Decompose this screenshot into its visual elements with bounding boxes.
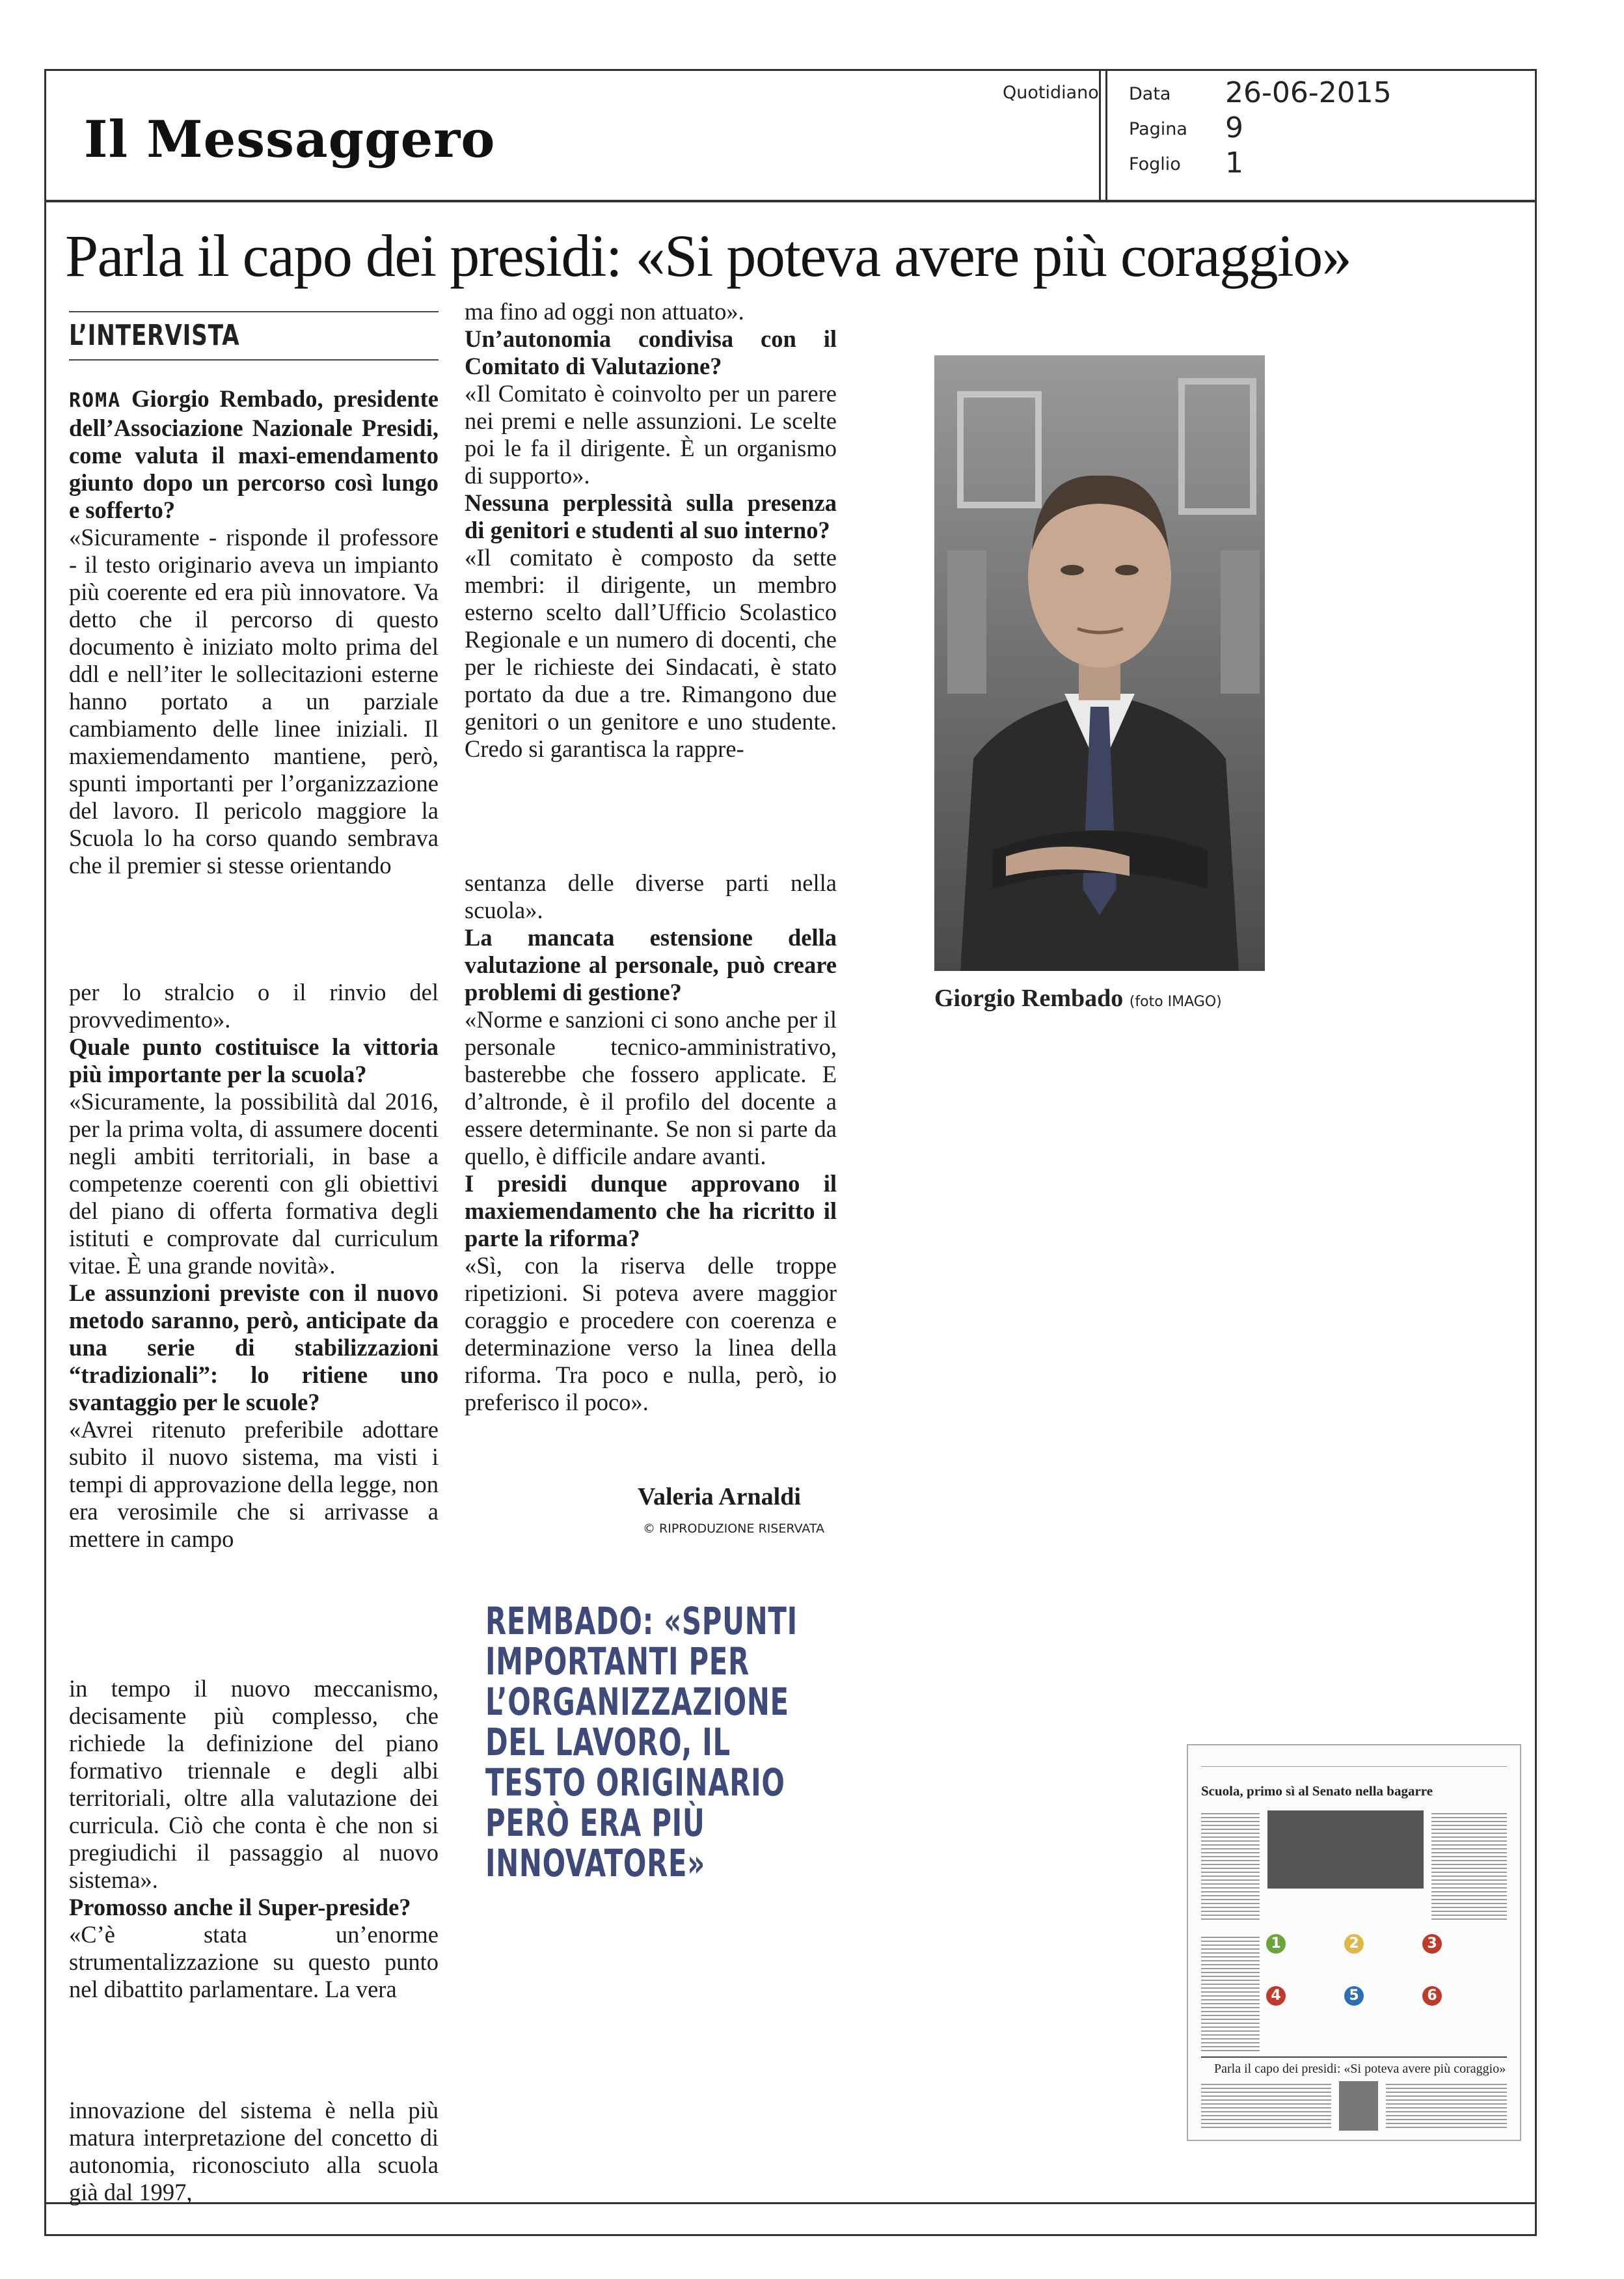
sheet-value: 1 (1225, 146, 1243, 180)
interview-answer: sentanza delle diverse parti nella scuola». (465, 869, 837, 923)
kicker-rule (69, 311, 439, 312)
interview-answer: «Sicuramente, la possibilità dal 2016, per la prima volta, di assumere docenti negli ambiti territoriali, in base a competenze coerenti con gli obiettivi del piano di offerta formativa degli istituti e comprovate dal curriculum vitae. È una grande novità». (69, 1088, 439, 1279)
newspaper-logo: Il Messaggero (84, 110, 496, 169)
dateline-city: ROMA (69, 389, 122, 412)
interview-answer: «Avrei ritenuto preferibile adottare subito il nuovo sistema, ma visti i tempi di approvazione della legge, non era verosimile che si arrivasse a mettere in campo (69, 1416, 439, 1552)
thumbnail-number-badge: 3 (1422, 1934, 1442, 1954)
interview-answer: «Sì, con la riserva delle troppe ripetizioni. Si poteva avere maggior coraggio e procedere con coerenza e determinazione verso la linea della riforma. Tra poco e nulla, però, io preferisco il poco». (465, 1252, 837, 1415)
interview-question: Quale punto costituisce la vittoria più importante per la scuola? (69, 1033, 439, 1087)
thumbnail-text-column (1386, 2081, 1507, 2131)
interview-question: Un’autonomia condivisa con il Comitato di Valutazione? (465, 325, 837, 379)
date-label: Data (1129, 84, 1171, 104)
column-1-block-c (69, 1675, 439, 2003)
interview-answer: ma fino ad oggi non attuato». (465, 298, 744, 325)
thumbnail-article-headline: Parla il capo dei presidi: «Si poteva avere più coraggio» (1214, 2062, 1506, 2076)
thumbnail-number-badge: 6 (1422, 1986, 1442, 2006)
date-value: 26-06-2015 (1225, 76, 1392, 109)
interview-question: Le assunzioni previste con il nuovo metodo saranno, però, anticipate da una serie di stabilizzazioni “tradizionali”: lo ritiene uno svantaggio per le scuole? (69, 1279, 439, 1415)
thumbnail-number-badge: 4 (1266, 1986, 1286, 2006)
interview-answer: «Sicuramente - risponde il professore - il testo originario aveva un impianto più coerente ed era più innovatore. Va detto che il percorso di questo documento è iniziato molto prima del ddl e nell’iter le sollecitazioni esterne hanno portato a un parziale cambiamento delle linee iniziali. Il maxiemendamento mantiene, però, spunti importanti per l’organizzazione del lavoro. Il pericolo maggiore la Scuola lo ha corso quando sembrava che il premier si stesse orientando (69, 524, 439, 879)
column-2-block-b (465, 869, 837, 1416)
photo-credit: (foto IMAGO) (1129, 994, 1222, 1010)
portrait-photo (934, 355, 1265, 971)
thumbnail-title: Scuola, primo sì al Senato nella bagarre (1201, 1783, 1433, 1799)
copyright-notice: © RIPRODUZIONE RISERVATA (643, 1522, 824, 1536)
sheet-label: Foglio (1129, 154, 1181, 174)
thumbnail-number-badge: 1 (1266, 1934, 1286, 1954)
column-1-block-a (69, 385, 439, 879)
publication-type: Quotidiano (1003, 83, 1099, 103)
author-signature: Valeria Arnaldi (638, 1483, 801, 1510)
interview-answer: «Norme e sanzioni ci sono anche per il personale tecnico-amministrativo, basterebbe che fossero applicate. E d’altronde, è il profilo del docente a essere determinante. Se non si parte da quello, è difficile andare avanti. (465, 1006, 837, 1169)
thumbnail-photo (1267, 1810, 1424, 1889)
thumbnail-photo (1339, 2081, 1378, 2131)
portrait-illustration (934, 355, 1265, 971)
photo-caption-name: Giorgio Rembado (934, 985, 1124, 1012)
column-1-block-d (69, 2097, 439, 2206)
interview-answer: in tempo il nuovo meccanismo, decisamente più complesso, che richiede la definizione del piano formativo triennale e degli albi territoriali, oltre alla valutazione dei curricula. Ciò che conta è che non si pregiudichi il passaggio al nuovo sistema». (69, 1675, 439, 1893)
thumbnail-number-badge: 5 (1344, 1986, 1364, 2006)
interview-question: Nessuna perplessità sulla presenza di genitori e studenti al suo interno? (465, 489, 837, 543)
interview-question: La mancata estensione della valutazione al personale, può creare problemi di gestione? (465, 924, 837, 1005)
photo-caption (934, 984, 1222, 1013)
interview-answer: «C’è stata un’enorme strumentalizzazione su questo punto nel dibattito parlamentare. La vera (69, 1921, 439, 2002)
section-kicker: L’INTERVISTA (69, 319, 240, 352)
thumbnail-number-badge: 2 (1344, 1934, 1364, 1954)
interview-answer: innovazione del sistema è nella più matura interpretazione del concetto di autonomia, riconosciuto alla scuola già dal 1997, (69, 2097, 439, 2205)
interview-question: Promosso anche il Super-preside? (69, 1894, 411, 1920)
interview-answer: per lo stralcio o il rinvio del provvedimento». (69, 979, 439, 1033)
thumbnail-rule (1201, 2056, 1507, 2058)
masthead-header (44, 69, 1537, 202)
thumbnail-text-column (1201, 2081, 1331, 2131)
header-divider (1105, 71, 1107, 200)
interview-answer: «Il comitato è composto da sette membri: il dirigente, un membro esterno scelto dall’Ufficio Scolastico Regionale e un numero di docenti, che per le richieste dei Sindacati, è stato portato da due a tre. Rimangono due genitori o un genitore e uno studente. Credo si garantisca la rappre- (465, 544, 837, 762)
thumbnail-text-column (1431, 1810, 1507, 1921)
thumbnail-text-column (1201, 1934, 1260, 2051)
page-thumbnail (1187, 1744, 1521, 2141)
page-value: 9 (1225, 111, 1243, 144)
interview-question: I presidi dunque approvano il maxiemendamento che ha ricritto il parte la riforma? (465, 1170, 837, 1251)
interview-question: Giorgio Rembado, presidente dell’Associazione Nazionale Presidi, come valuta il maxi-emendamento giunto dopo un percorso così lungo e sofferto? (69, 385, 439, 523)
column-1-block-b (69, 979, 439, 1553)
interview-answer: «Il Comitato è coinvolto per un parere nei premi e nelle assunzioni. Le scelte poi le fa il dirigente. È un organismo di supporto». (465, 380, 837, 489)
article-headline: Parla il capo dei presidi: «Si poteva avere più coraggio» (65, 223, 1351, 289)
pull-quote: REMBADO: «SPUNTI IMPORTANTI PER L’ORGANIZZAZIONE DEL LAVORO, IL TESTO ORIGINARIO PERÒ ERA PIÙ INNOVATORE» (485, 1599, 798, 1885)
kicker-rule (69, 359, 439, 361)
page-label: Pagina (1129, 119, 1187, 139)
thumbnail-text-column (1201, 1810, 1260, 1921)
thumbnail-masthead (1201, 1758, 1507, 1767)
column-2-block-a (465, 298, 837, 763)
header-divider (1099, 71, 1101, 200)
